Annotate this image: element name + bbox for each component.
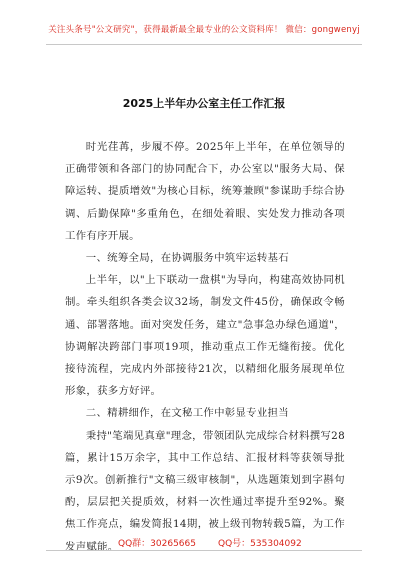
document-title: 2025上半年办公室主任工作汇报 (122, 97, 286, 110)
header-divider (46, 44, 362, 45)
section-1-paragraph: 上半年，以"上下联动一盘棋"为导向，构建高效协同机制。牵头组织各类会议32场，制发文件45份，确保政令畅通、部署落地。面对突发任务，建立"急事急办绿色通道"，协调解决跨部门事项19项，推动重点工作无缝衔接。优化接待流程，完成内外部接待21次，以精细化服务展现单位形象，获多方好评。 (65, 274, 345, 398)
qq-group-text: QQ群：30265665 (118, 539, 196, 549)
section-heading-1: 一、统筹全局，在协调服务中筑牢运转基石 (85, 252, 289, 265)
qq-number-text: QQ号：535304092 (218, 539, 302, 549)
footer-divider (46, 550, 362, 551)
section-2-paragraph: 秉持"笔端见真章"理念，带领团队完成综合材料撰写28篇，累计15万余字，其中工作总结、汇报材料等获领导批示9次。创新推行"文稿三级审核制"，从选题策划到字斟句酌，层层把关提质效，材料一次性通过率提升至92%。聚焦工作亮点，编发简报14期，被上级刊物转载5篇，为工作发声赋能。 (65, 429, 345, 553)
document-body (65, 136, 345, 558)
intro-paragraph: 时光荏苒，步履不停。2025年上半年，在单位领导的正确带领和各部门的协同配合下，办公室以"服务大局、保障运转、提质增效"为核心目标，统筹兼顾"参谋助手综合协调、后勤保障"多重角色，在细处着眼、实处发力推动各项工作有序开展。 (65, 141, 345, 242)
section-heading-2: 二、精耕细作，在文秘工作中彰显专业担当 (85, 407, 289, 420)
header-banner: 关注头条号"公文研究"，获得最新最全最专业的公文资料库！ 微信：gongwenyj (48, 25, 360, 35)
